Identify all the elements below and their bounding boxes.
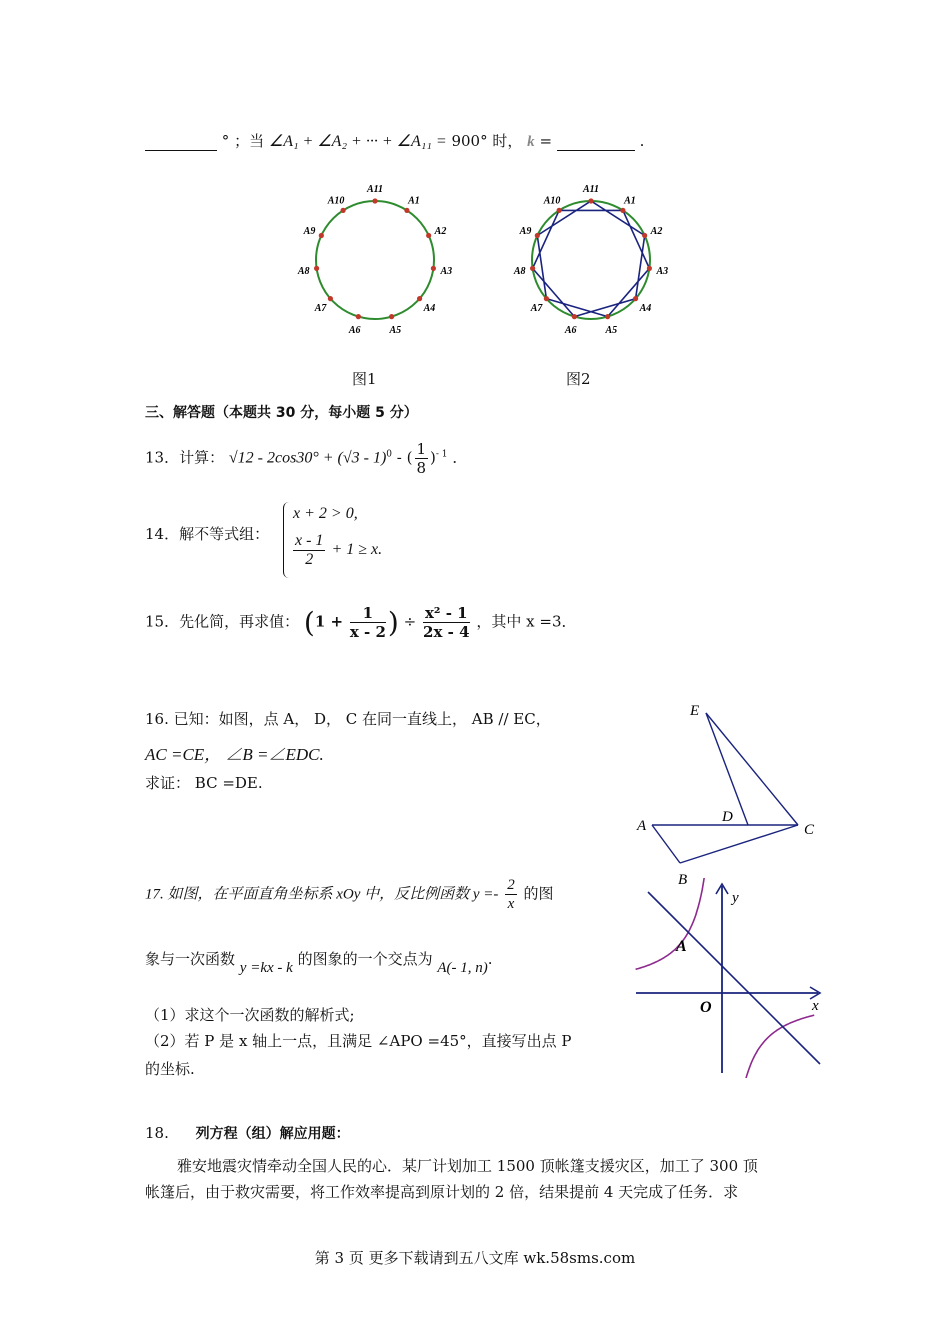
vertex-label-a2: A2 (434, 226, 447, 238)
vertex-label-a5: A5 (605, 325, 618, 337)
x-axis-label: x (812, 998, 819, 1014)
q14-line-1: x + 2 > 0, (293, 505, 358, 522)
q12-tail-line (145, 130, 644, 151)
period: . (639, 132, 645, 150)
vertex-label-a9: A9 (303, 226, 316, 238)
figure-1-caption: 图1 (352, 370, 377, 388)
q15-f1-num: 1 (350, 604, 386, 623)
when-text: ；当 (234, 132, 265, 150)
q15-fraction-2 (423, 604, 470, 641)
vertex-dot (356, 314, 361, 319)
vertex-dot (426, 233, 431, 238)
q13-exp-zero: 0 (386, 449, 393, 460)
figure-2-star (513, 185, 668, 336)
vertex-dot (633, 296, 638, 301)
figure-2-caption: 图2 (566, 370, 591, 388)
q13-close-paren: ) (430, 448, 436, 467)
q15-f1-den: x - 2 (349, 623, 386, 641)
q15-fraction-1 (350, 604, 386, 641)
segment-ec (706, 713, 798, 825)
q17-line-2-end: . (487, 950, 493, 968)
q15-divide: ÷ (403, 612, 417, 631)
point-e-label: E (690, 703, 700, 719)
q15-right-paren: ) (387, 606, 399, 639)
vertex-label-a9: A9 (519, 226, 532, 238)
vertex-label-a10: A10 (543, 195, 561, 207)
q17-coordinate-graph (630, 878, 825, 1078)
q17-part-2-cont: 的坐标. (145, 1060, 195, 1078)
vertex-dot (530, 266, 535, 271)
degree-sign: ° (221, 132, 230, 150)
page-footer: 第 3 页 更多下载请到五八文库 wk.58sms.com (314, 1249, 636, 1267)
q14-brace (283, 502, 290, 578)
vertex-label-a6: A6 (348, 325, 361, 337)
q17-line-2-text: 象与一次函数 (145, 950, 236, 968)
q17-line-2 (145, 948, 493, 976)
q18-paragraph-line-2: 帐篷后，由于救灾需要，将工作效率提高到原计划的 2 倍，结果提前 4 天完成了任务．求 (145, 1183, 739, 1201)
q17-frac-num: 2 (507, 877, 515, 893)
vertex-dot (572, 314, 577, 319)
q16-line-2: AC =CE， ∠B =∠EDC. (145, 745, 324, 764)
q17-frac-den: x (507, 896, 515, 912)
q18-paragraph-line-1: 雅安地震灾情牵动全国人民的心．某厂计划加工 1500 顶帐篷支援灾区，加工了 300 顶 (177, 1157, 758, 1175)
vertex-dot (642, 233, 647, 238)
sum-value: 900° (451, 132, 488, 150)
vertex-dot (314, 266, 319, 271)
q13-minus-paren: - ( (396, 448, 413, 467)
vertex-dot (605, 314, 610, 319)
q15-one-plus: 1 + (314, 612, 344, 631)
q14-line-2 (291, 532, 382, 569)
q13-frac-num: 1 (416, 440, 427, 458)
q14-line-2-tail: + 1 ≥ x. (331, 541, 383, 559)
q16-line-3: 求证： BC =DE. (145, 774, 263, 792)
vertex-dot (544, 296, 549, 301)
vertex-label-a8: A8 (297, 266, 310, 278)
point-a-label: A (637, 818, 647, 834)
q17-line-1-end: 的图 (523, 884, 554, 903)
q14-fraction (293, 532, 325, 569)
vertex-label-a1: A1 (624, 195, 636, 207)
figure-circle (316, 201, 434, 319)
equals-sign: = (539, 132, 553, 150)
vertex-dot (535, 233, 540, 238)
vertex-label-a3: A3 (440, 266, 453, 278)
q17-part-1: （1）求这个一次函数的解析式; (145, 1006, 355, 1024)
vertex-dot (647, 266, 652, 271)
q14-frac-den: 2 (305, 551, 314, 568)
vertex-label-a5: A5 (389, 325, 402, 337)
q15-f2-den: 2x - 4 (423, 623, 470, 641)
vertex-dot (341, 208, 346, 213)
q14-frac-num: x - 1 (295, 532, 324, 549)
polygon-figures (280, 185, 680, 345)
segment-ab (652, 825, 680, 863)
vertex-label-a7: A7 (530, 303, 543, 315)
point-d-label: D (722, 809, 733, 825)
q13-frac-den: 8 (416, 459, 427, 477)
vertex-label-a4: A4 (639, 303, 652, 315)
linear-function-line (648, 892, 820, 1064)
vertex-dot (319, 233, 324, 238)
hyperbola-branch-left (636, 878, 710, 969)
vertex-dot (588, 198, 593, 203)
origin-label: O (700, 999, 712, 1016)
q18-number: 18. (145, 1124, 169, 1142)
q17-linear-function: y =kx - k (239, 960, 293, 976)
answer-blank-2 (557, 132, 635, 151)
q17-line-1 (145, 876, 554, 913)
q16-line-1: 16. 已知：如图，点 A， D， C 在同一直线上， AB // EC， (145, 710, 551, 728)
vertex-label-a11: A11 (366, 185, 384, 195)
question-13 (145, 440, 467, 477)
question-15 (145, 604, 576, 641)
q13-exp-neg-one: - 1 (435, 449, 448, 460)
q17-part-2: （2）若 P 是 x 轴上一点，且满足 ∠APO =45°，直接写出点 P (145, 1032, 572, 1050)
answer-blank-1 (145, 132, 217, 151)
q13-expression: √12 - 2cos30° + (√3 - 1) (228, 449, 387, 467)
point-b-label: B (678, 872, 688, 888)
q14-number: 14．解不等式组： (145, 525, 270, 543)
vertex-dot (417, 296, 422, 301)
vertex-label-a7: A7 (314, 303, 327, 315)
q18-title: 列方程（组）解应用题： (195, 1126, 350, 1142)
point-a-graph-label: A (676, 938, 687, 955)
point-c-label: C (804, 822, 815, 838)
q13-number: 13．计算： (145, 448, 225, 467)
q15-f2-num: x² - 1 (424, 604, 468, 622)
k-variable: k (527, 134, 535, 150)
vertex-dot (328, 296, 333, 301)
q15-tail: ，其中 x =3． (476, 612, 577, 631)
vertex-dot (557, 208, 562, 213)
q13-end: ． (452, 448, 468, 467)
q16-triangle-figure (630, 695, 830, 895)
q17-line-1-text: 17. 如图，在平面直角坐标系 xOy 中，反比例函数 y =- (145, 886, 499, 903)
vertex-dot (620, 208, 625, 213)
vertex-dot (389, 314, 394, 319)
q17-intersection-point: A(- 1, n) (437, 960, 488, 976)
q18-heading (145, 1123, 350, 1143)
vertex-dot (431, 266, 436, 271)
q13-fraction (415, 440, 429, 477)
vertex-label-a11: A11 (582, 185, 600, 195)
q17-inverse-fraction (505, 876, 517, 913)
vertex-dot (372, 198, 377, 203)
vertex-dot (404, 208, 409, 213)
vertex-label-a10: A10 (327, 195, 345, 207)
vertex-label-a3: A3 (656, 266, 669, 278)
q17-line-2-mid: 的图象的一个交点为 (297, 950, 433, 968)
vertex-label-a4: A4 (423, 303, 436, 315)
y-axis-label: y (732, 890, 739, 906)
figure-1-circle (297, 185, 452, 336)
vertex-label-a8: A8 (513, 266, 526, 278)
section-3-heading: 三、解答题（本题共 30 分，每小题 5 分） (145, 405, 418, 421)
vertex-label-a6: A6 (564, 325, 577, 337)
q15-left-paren: ( (303, 606, 315, 639)
q15-number: 15．先化简，再求值： (145, 612, 300, 631)
segment-bc (680, 825, 798, 863)
time-text: 时， (492, 132, 523, 150)
vertex-label-a2: A2 (650, 226, 663, 238)
angle-sum: ∠A₁ + ∠A₂ + ··· + ∠A₁₁ = (268, 133, 447, 150)
vertex-label-a1: A1 (408, 195, 420, 207)
figure-circle (532, 201, 650, 319)
